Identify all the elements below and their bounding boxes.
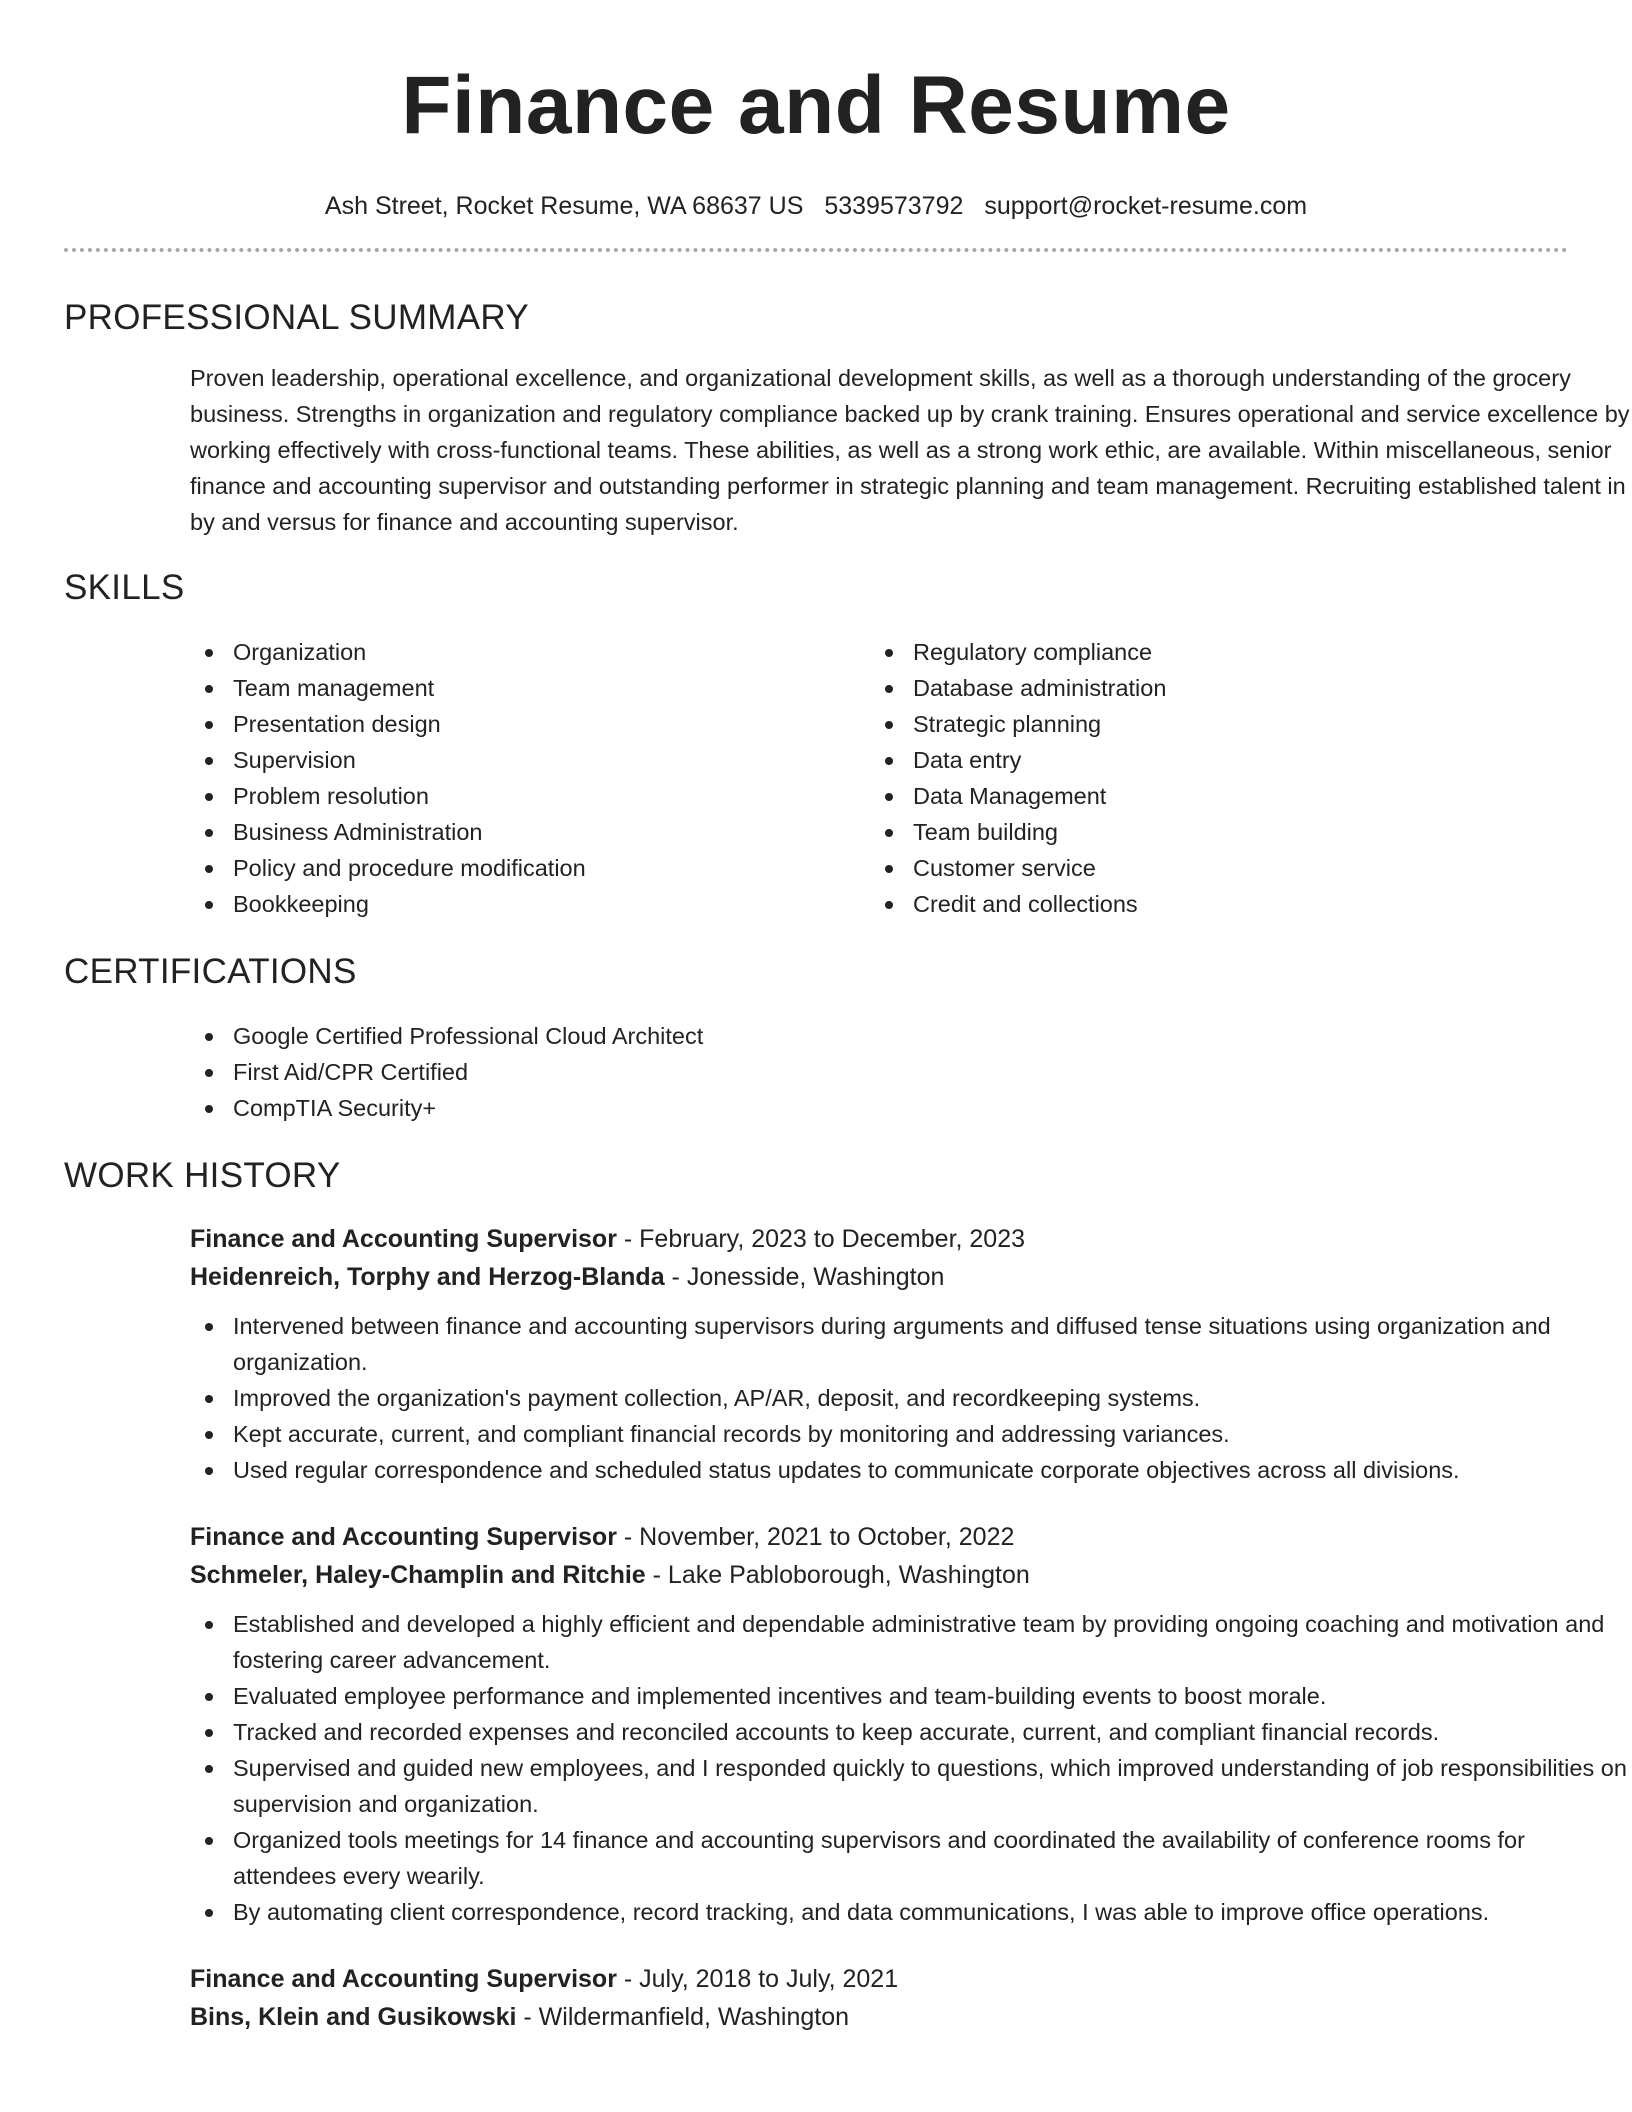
contact-address: Ash Street, Rocket Resume, WA 68637 US (324, 192, 804, 220)
skills-columns (190, 634, 1568, 922)
job-title-line (190, 1960, 1568, 1998)
certifications-heading: CERTIFICATIONS (64, 952, 357, 991)
skills-list-left (190, 634, 870, 922)
certification-item: Google Certified Professional Cloud Architect (190, 1018, 1568, 1054)
skill-item: Supervision (190, 742, 870, 778)
contact-email: support@rocket-resume.com (984, 192, 1308, 220)
job-company: Heidenreich, Torphy and Herzog-Blanda (190, 1263, 665, 1291)
work-history-section (64, 1154, 1627, 2036)
job-role: Finance and Accounting Supervisor (190, 1965, 617, 1993)
certifications-list (190, 1018, 1568, 1126)
responsibility-item: Kept accurate, current, and compliant financial records by monitoring and addressing variances. (190, 1416, 1630, 1452)
skill-item: Problem resolution (190, 778, 870, 814)
skill-item: Credit and collections (870, 886, 1550, 922)
job-role: Finance and Accounting Supervisor (190, 1225, 617, 1253)
responsibility-item: Tracked and recorded expenses and reconciled accounts to keep accurate, current, and compliant financial records. (190, 1714, 1630, 1750)
header-divider (64, 248, 1568, 252)
skill-item: Database administration (870, 670, 1550, 706)
job-entry (190, 1518, 1627, 1930)
summary-heading: PROFESSIONAL SUMMARY (64, 298, 529, 337)
job-location: - Jonesside, Washington (664, 1263, 945, 1291)
responsibility-item: Used regular correspondence and scheduled status updates to communicate corporate objectives across all divisions. (190, 1452, 1630, 1488)
skills-section (64, 566, 1568, 922)
job-role: Finance and Accounting Supervisor (190, 1523, 617, 1551)
skill-item: Data Management (870, 778, 1550, 814)
skill-item: Data entry (870, 742, 1550, 778)
job-responsibilities (190, 1308, 1630, 1488)
skill-item: Presentation design (190, 706, 870, 742)
job-responsibilities (190, 1606, 1630, 1930)
responsibility-item: Evaluated employee performance and implemented incentives and team-building events to boost morale. (190, 1678, 1630, 1714)
job-title-line (190, 1220, 1568, 1258)
skill-item: Team management (190, 670, 870, 706)
responsibility-item: By automating client correspondence, record tracking, and data communications, I was able to improve office operations. (190, 1894, 1630, 1930)
work-history-heading: WORK HISTORY (64, 1156, 341, 1195)
skill-item: Policy and procedure modification (190, 850, 870, 886)
job-dates: - July, 2018 to July, 2021 (616, 1965, 899, 1993)
skills-list-right (870, 634, 1550, 922)
certification-item: First Aid/CPR Certified (190, 1054, 1568, 1090)
responsibility-item: Organized tools meetings for 14 finance and accounting supervisors and coordinated the availability of conference rooms for attendees every wearily. (190, 1822, 1630, 1894)
skill-item: Strategic planning (870, 706, 1550, 742)
job-entry (190, 1960, 1568, 2036)
skill-item: Customer service (870, 850, 1550, 886)
skill-item: Bookkeeping (190, 886, 870, 922)
candidate-name: Finance and Resume (401, 60, 1231, 151)
responsibility-item: Supervised and guided new employees, and I responded quickly to questions, which improved understanding of job responsibilities on supervision and organization. (190, 1750, 1630, 1822)
skill-item: Business Administration (190, 814, 870, 850)
certifications-section (64, 950, 1568, 1126)
job-location: - Lake Pabloborough, Washington (645, 1561, 1030, 1589)
job-title-line (190, 1518, 1568, 1556)
job-list (190, 1220, 1627, 2036)
job-location: - Wildermanfield, Washington (516, 2003, 850, 2031)
certification-item: CompTIA Security+ (190, 1090, 1568, 1126)
contact-phone: 5339573792 (824, 192, 964, 220)
skills-heading: SKILLS (64, 568, 185, 607)
skill-item: Organization (190, 634, 870, 670)
summary-section (64, 296, 1630, 540)
responsibility-item: Intervened between finance and accounting supervisors during arguments and diffused tense situations using organization and organization. (190, 1308, 1630, 1380)
job-entry (190, 1220, 1568, 1488)
skill-item: Team building (870, 814, 1550, 850)
responsibility-item: Improved the organization's payment collection, AP/AR, deposit, and recordkeeping systems. (190, 1380, 1630, 1416)
skill-item: Regulatory compliance (870, 634, 1550, 670)
contact-info (64, 190, 1568, 222)
resume-page (64, 0, 1630, 2036)
summary-text: Proven leadership, operational excellence, and organizational development skills, as well as a thorough understanding of the grocery business. Strengths in organization and regulatory compliance backed up by crank training. Ensures operational and service excellence by working effectively with cross-functional teams. These abilities, as well as a strong work ethic, are available. Within miscellaneous, senior finance and accounting supervisor and outstanding performer in strategic planning and team management. Recruiting established talent in by and versus for finance and accounting supervisor. (190, 365, 1630, 535)
job-company: Bins, Klein and Gusikowski (190, 2003, 517, 2031)
job-dates: - November, 2021 to October, 2022 (616, 1523, 1015, 1551)
job-dates: - February, 2023 to December, 2023 (616, 1225, 1026, 1253)
responsibility-item: Established and developed a highly efficient and dependable administrative team by providing ongoing coaching and motivation and fostering career advancement. (190, 1606, 1630, 1678)
job-company-line (190, 1998, 1568, 2036)
job-company-line (190, 1556, 1568, 1594)
job-company-line (190, 1258, 1568, 1296)
job-company: Schmeler, Haley-Champlin and Ritchie (190, 1561, 646, 1589)
